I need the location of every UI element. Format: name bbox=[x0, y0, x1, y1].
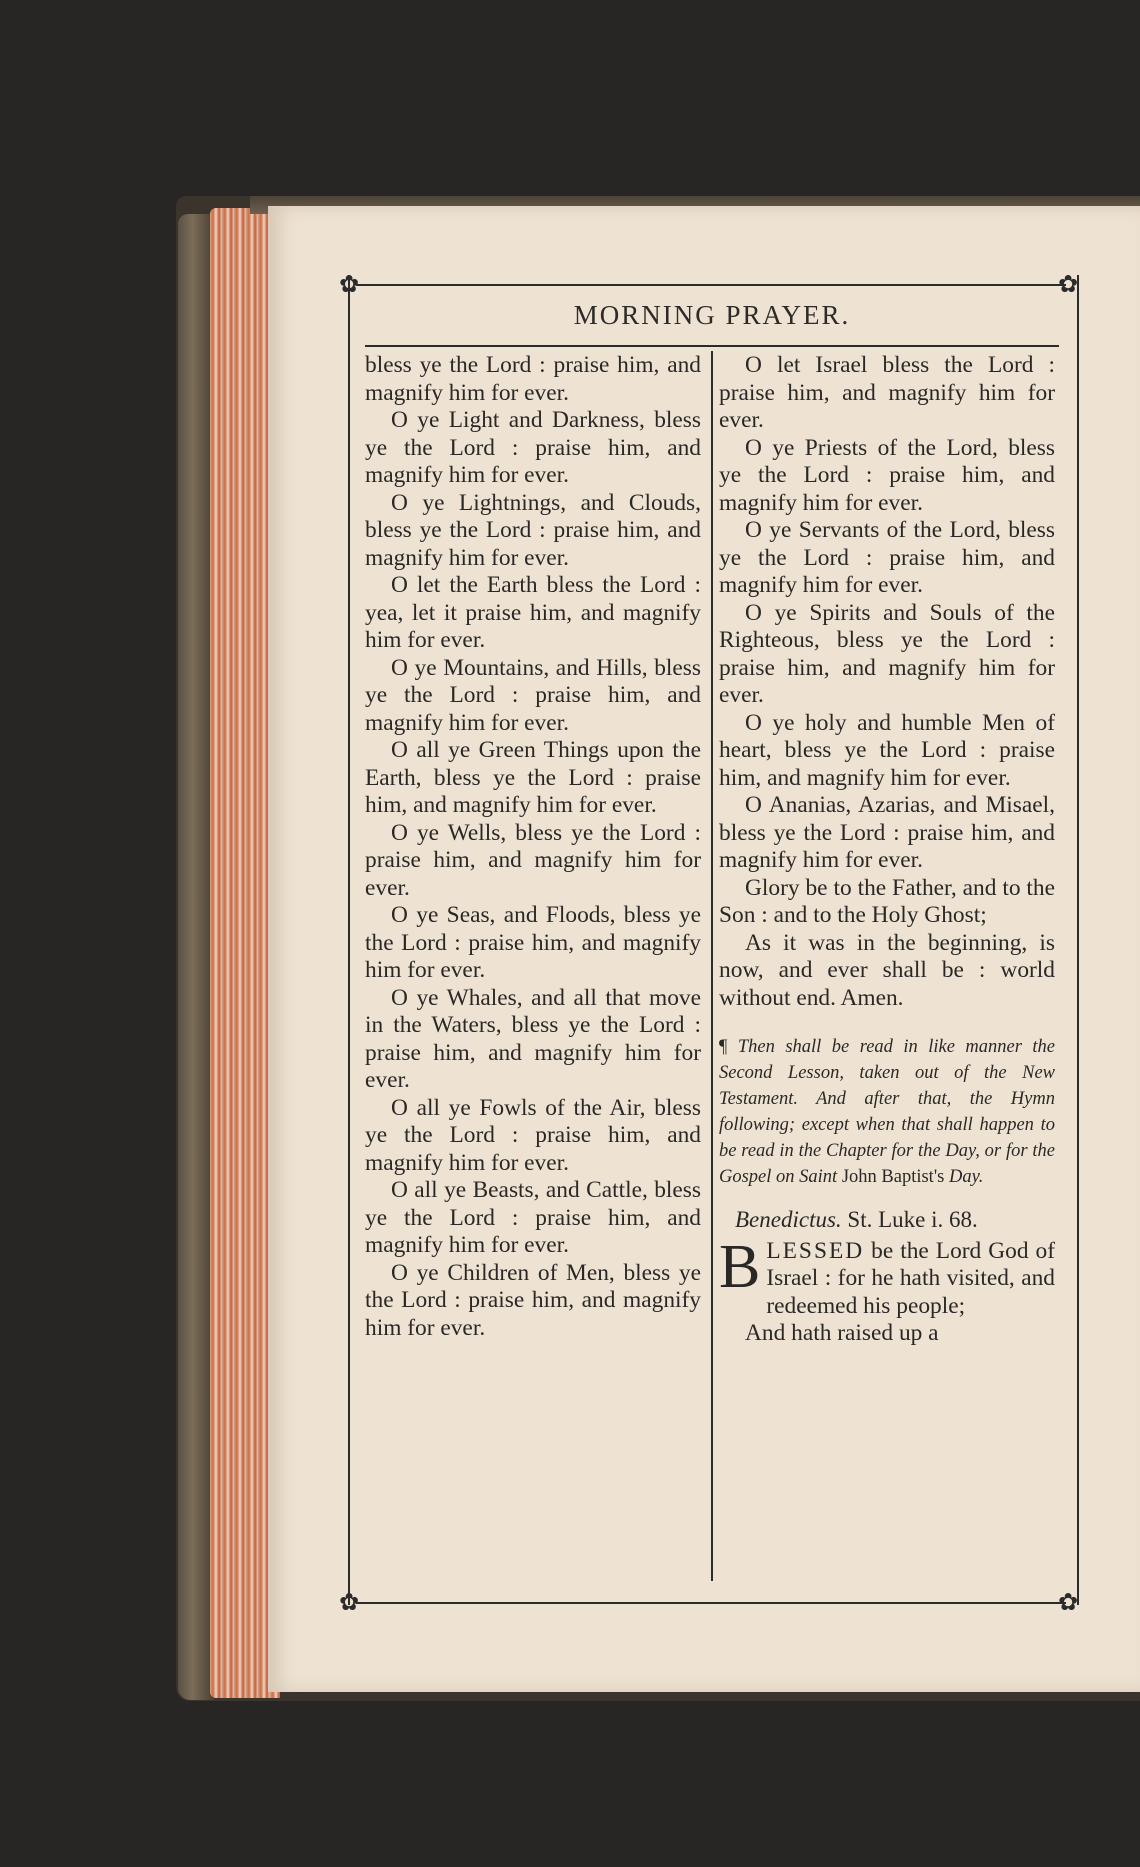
verse: O Ananias, Azarias, and Misael, bless ye the Lord : praise him, and magnify him for ever. bbox=[719, 792, 1055, 873]
verse: O all ye Fowls of the Air, bless ye the Lord : praise him, and magnify him for ever. bbox=[365, 1094, 701, 1176]
verse: O let the Earth bless the Lord : yea, let it praise him, and magnify him for ever. bbox=[365, 572, 701, 653]
rubric-text: Then shall be read in like manner the Second Lesson, taken out of the New Testament. And after that, the Hymn following; except when that shall happen to be read in the Chapter for the Day, or for the Gospel on Saint bbox=[719, 1037, 1055, 1187]
canticle-verse: And hath raised up a bbox=[745, 1320, 939, 1346]
corner-ornament-icon: ✿ bbox=[1057, 270, 1079, 298]
rubric-roman-text: John Baptist's bbox=[841, 1167, 945, 1187]
canticle-text: be the Lord God of Israel : for he hath visited, and redeemed his people; bbox=[766, 1237, 1055, 1319]
rubric-italic-text: Day. bbox=[948, 1167, 984, 1187]
canticle-verse bbox=[719, 1232, 1055, 1321]
verse: O ye Whales, and all that move in the Waters, bless ye the Lord : praise him, and magnify him for ever. bbox=[365, 984, 701, 1093]
verse: O ye holy and humble Men of heart, bless ye the Lord : praise him, and magnify him for ever. bbox=[719, 709, 1055, 791]
verse: O ye Priests of the Lord, bless ye the Lord : praise him, and magnify him for ever. bbox=[719, 434, 1055, 516]
frame-top-rule bbox=[356, 284, 1066, 286]
verse: O let Israel bless the Lord : praise him, and magnify him for ever. bbox=[719, 352, 1055, 433]
left-column bbox=[365, 352, 701, 1342]
pilcrow-icon: ¶ bbox=[719, 1037, 728, 1057]
verse: O ye Light and Darkness, bless ye the Lord : praise him, and magnify him for ever. bbox=[365, 407, 701, 488]
verse: bless ye the Lord : praise him, and magnify him for ever. bbox=[365, 352, 701, 406]
column-divider bbox=[711, 351, 713, 1581]
corner-ornament-icon: ✿ bbox=[338, 1588, 360, 1616]
canticle-reference: St. Luke i. 68. bbox=[847, 1207, 978, 1232]
verse: O ye Children of Men, bless ye the Lord : praise him, and magnify him for ever. bbox=[365, 1259, 701, 1341]
verse: O ye Wells, bless ye the Lord : praise him, and magnify him for ever. bbox=[365, 819, 701, 901]
verse: O ye Spirits and Souls of the Righteous, bless ye the Lord : praise him, and magnify him for ever. bbox=[719, 599, 1055, 708]
drop-cap: B bbox=[719, 1232, 761, 1301]
verse: O ye Seas, and Floods, bless ye the Lord : praise him, and magnify him for ever. bbox=[365, 902, 701, 983]
first-word: LESSED bbox=[766, 1237, 865, 1264]
verse: O ye Lightnings, and Clouds, bless ye the Lord : praise him, and magnify him for ever. bbox=[365, 489, 701, 571]
canticle-heading bbox=[719, 1206, 1055, 1234]
doxology: As it was in the beginning, is now, and ever shall be : world without end. Amen. bbox=[719, 929, 1055, 1011]
verse: O all ye Beasts, and Cattle, bless ye the Lord : praise him, and magnify him for ever. bbox=[365, 1177, 701, 1258]
corner-ornament-icon: ✿ bbox=[338, 270, 360, 298]
page-title: MORNING PRAYER. bbox=[573, 300, 851, 330]
verse: O all ye Green Things upon the Earth, bless ye the Lord : praise him, and magnify him for ever. bbox=[365, 737, 701, 818]
verse: O ye Servants of the Lord, bless ye the Lord : praise him, and magnify him for ever. bbox=[719, 517, 1055, 598]
rubric bbox=[719, 1034, 1055, 1190]
header-rule bbox=[365, 345, 1059, 347]
verse: O ye Mountains, and Hills, bless ye the Lord : praise him, and magnify him for ever. bbox=[365, 654, 701, 736]
corner-ornament-icon: ✿ bbox=[1057, 1588, 1079, 1616]
frame-bottom-rule bbox=[356, 1602, 1066, 1604]
canticle-title: Benedictus. bbox=[735, 1207, 842, 1232]
book-spine bbox=[178, 214, 214, 1700]
right-column bbox=[719, 352, 1055, 1348]
doxology: Glory be to the Father, and to the Son : and to the Holy Ghost; bbox=[719, 874, 1055, 928]
